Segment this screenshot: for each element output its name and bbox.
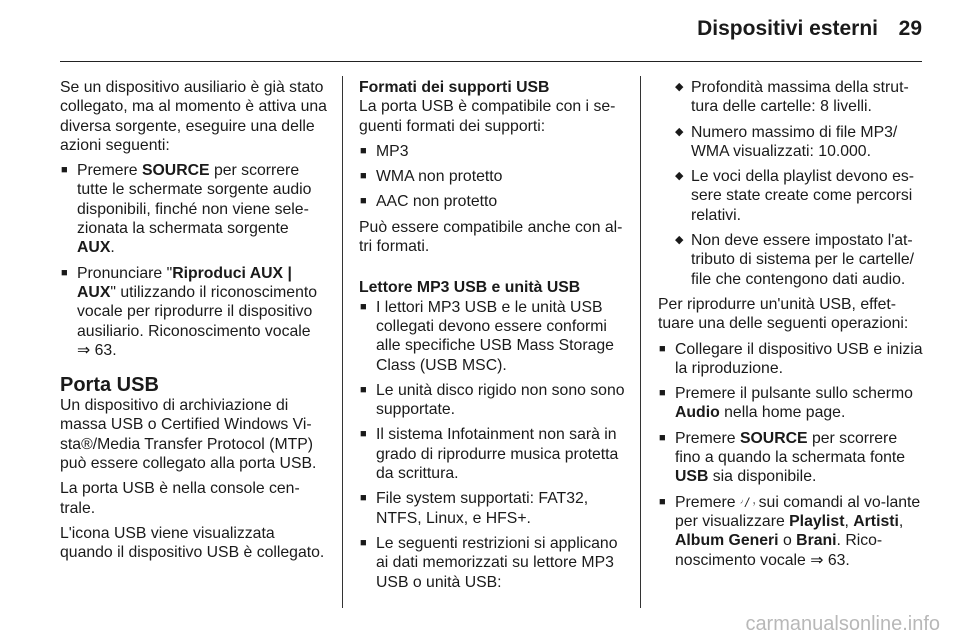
column-2: [359, 78, 625, 598]
list-item: ■ File system supportati: FAT32, NTFS, Linux, e HFS+.: [359, 489, 625, 528]
paragraph: Un dispositivo di archiviazione di massa USB o Certified Windows Vi-sta®/Media Transfer Protocol (MTP) può essere collegato alla porta USB.: [60, 397, 317, 473]
list-item: ◆ Le voci della playlist devono es-sere state create come percorsi relativi.: [674, 167, 924, 225]
list-item: ■ WMA non protetto: [359, 167, 625, 186]
page-number: 29: [898, 17, 922, 40]
page-title: Dispositivi esterni: [697, 17, 878, 40]
formats-list: [359, 142, 625, 212]
header-rule: [60, 61, 922, 62]
list-item: ■ Il sistema Infotainment non sarà in grado di riprodurre musica protetta da scrittura.: [359, 425, 625, 483]
steering-voice-icon: 𝆞 / 𝆟: [739, 494, 755, 510]
paragraph: L'icona USB viene visualizzata quando il dispositivo USB è collegato.: [60, 524, 325, 562]
aux-actions-list: [60, 161, 328, 360]
list-item: ◆ Non deve essere impostato l'at-tributo di sistema per le cartelle/ file che contengono dati audio.: [674, 231, 924, 289]
intro-paragraph: Se un dispositivo ausiliario è già stato collegato, ma al momento è attiva una diversa sorgente, eseguire una delle azioni seguenti:: [60, 79, 327, 154]
page-reference: ⇒ 63.: [810, 551, 850, 569]
column-1: [60, 78, 328, 569]
paragraph: La porta USB è compatibile con i se-guenti formati dei supporti:: [359, 98, 616, 135]
list-item: ■ AAC non protetto: [359, 192, 625, 211]
list-item: ■ Premere 𝆞 / 𝆟 sui comandi al vo-lante per visualizzare Playlist, Artisti, Album Generi o Brani. Rico-noscimento vocale ⇒ 63.: [658, 493, 924, 570]
subheading: Formati dei supporti USB: [359, 79, 550, 96]
column-divider-2: [640, 76, 641, 608]
column-3: [658, 78, 924, 576]
list-item: ■ Collegare il dispositivo USB e inizia la riproduzione.: [658, 340, 924, 379]
list-item: ■ Le seguenti restrizioni si applicano ai dati memorizzati su lettore MP3 USB o unità USB:: [359, 534, 625, 592]
usb-operations-list: [658, 340, 924, 570]
column-divider-1: [342, 76, 343, 608]
list-item: ◆ Profondità massima della strut-tura delle cartelle: 8 livelli.: [674, 78, 924, 117]
page-reference: ⇒ 63.: [77, 341, 117, 359]
paragraph: La porta USB è nella console cen-trale.: [60, 480, 300, 517]
list-item: ◆ Numero massimo di file MP3/ WMA visualizzati: 10.000.: [674, 123, 924, 162]
subheading: Lettore MP3 USB e unità USB: [359, 279, 581, 297]
list-item: ■ Pronunciare "Riproduci AUX | AUX" utilizzando il riconoscimento vocale per riprodurre il dispositivo ausiliario. Riconoscimento vocale ⇒ 63.: [60, 264, 328, 360]
list-item: ■ Premere SOURCE per scorrere tutte le schermate sorgente audio disponibili, finché non viene sele-zionata la schermata sorgente AUX.: [60, 161, 328, 257]
list-item: ■ MP3: [359, 142, 625, 161]
page-header: [0, 0, 960, 60]
watermark: carmanualsonline.info: [745, 613, 940, 635]
restrictions-list: [658, 78, 924, 289]
list-item: ■ Premere SOURCE per scorrere fino a quando la schermata fonte USB sia disponibile.: [658, 429, 924, 487]
list-item: ■ Le unità disco rigido non sono sono supportate.: [359, 381, 625, 420]
paragraph: Può essere compatibile anche con al-tri formati.: [359, 218, 623, 256]
paragraph: Per riprodurre un'unità USB, effet-tuare una delle seguenti operazioni:: [658, 295, 909, 333]
section-heading: Porta USB: [60, 374, 159, 397]
list-item: ■ I lettori MP3 USB e le unità USB collegati devono essere conformi alle specifiche USB Mass Storage Class (USB MSC).: [359, 298, 625, 375]
usb-requirements-list: [359, 298, 625, 592]
list-item: ■ Premere il pulsante sullo schermo Audio nella home page.: [658, 384, 924, 423]
